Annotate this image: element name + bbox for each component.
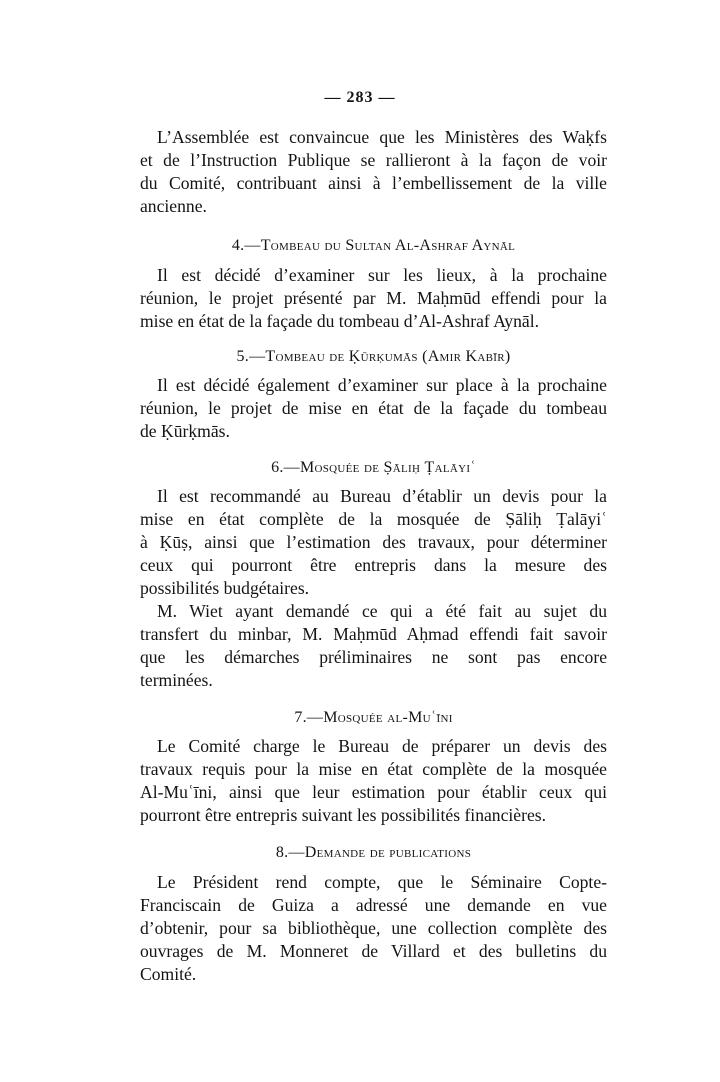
text-line: du Comité, contribuant ainsi à l’embellissement de la ville bbox=[140, 173, 607, 193]
text-line: réunion, le projet de mise en état de la façade du tombeau bbox=[140, 398, 607, 418]
text-line: Franciscain de Guiza a adressé une demande en vue bbox=[140, 895, 607, 915]
section-body bbox=[140, 735, 607, 827]
text-line: Al-Muʿīni, ainsi que leur estimation pour établir ceux qui bbox=[140, 782, 607, 802]
text-line: L’Assemblée est convaincue que les Ministères des Waḳfs bbox=[157, 127, 607, 147]
section-body bbox=[140, 264, 607, 333]
text-line: M. Wiet ayant demandé ce qui a été fait au sujet du bbox=[157, 601, 607, 621]
section-body bbox=[140, 485, 607, 692]
text-line: Le Président rend compte, que le Séminaire Copte- bbox=[157, 872, 607, 892]
section-heading: 8.—Demande de publications bbox=[275, 844, 472, 861]
paragraph bbox=[140, 126, 607, 218]
section-heading: 7.—Mosquée al-Muʿīni bbox=[294, 709, 453, 726]
page-number: — 283 — bbox=[324, 89, 396, 106]
text-line: travaux requis pour la mise en état complète de la mosquée bbox=[140, 759, 607, 779]
paragraph bbox=[140, 871, 607, 986]
section-heading: 5.—Tombeau de Ḳūrḳumās (Amir Kabīr) bbox=[236, 348, 511, 365]
paragraph bbox=[140, 374, 607, 443]
text-line: que les démarches préliminaires ne sont pas encore bbox=[140, 647, 607, 667]
paragraph bbox=[140, 735, 607, 827]
text-line: possibilités budgétaires. bbox=[140, 578, 310, 598]
paragraph bbox=[140, 600, 607, 692]
text-line: à Ḳūṣ, ainsi que l’estimation des travaux, pour déterminer bbox=[140, 532, 607, 552]
section-body bbox=[140, 374, 607, 443]
text-line: Il est décidé également d’examiner sur place à la prochaine bbox=[157, 375, 607, 395]
section-body bbox=[140, 871, 607, 986]
section-body bbox=[140, 126, 607, 218]
text-line: mise en état complète de la mosquée de Ṣāliḥ Ṭalāyiʿ bbox=[140, 509, 607, 529]
text-line: transfert du minbar, M. Maḥmūd Aḥmad effendi fait savoir bbox=[140, 624, 607, 644]
text-line: d’obtenir, pour sa bibliothèque, une collection complète des bbox=[140, 918, 607, 938]
text-line: réunion, le projet présenté par M. Maḥmūd effendi pour la bbox=[140, 288, 607, 308]
text-line: pourront être entrepris suivant les possibilités financières. bbox=[140, 805, 547, 825]
text-line: Comité. bbox=[140, 964, 197, 984]
paragraph bbox=[140, 264, 607, 333]
text-line: mise en état de la façade du tombeau d’Al-Ashraf Aynāl. bbox=[140, 311, 539, 331]
text-line: ancienne. bbox=[140, 196, 207, 216]
paragraph bbox=[140, 485, 607, 600]
section-heading: 6.—Mosquée de Ṣāliḥ Ṭalāyiʿ bbox=[271, 459, 476, 476]
text-line: Il est décidé d’examiner sur les lieux, à la prochaine bbox=[157, 265, 607, 285]
text-line: terminées. bbox=[140, 670, 213, 690]
text-line: ouvrages de M. Monneret de Villard et des bulletins du bbox=[140, 941, 607, 961]
text-line: Le Comité charge le Bureau de préparer un devis des bbox=[157, 736, 607, 756]
text-line: Il est recommandé au Bureau d’établir un devis pour la bbox=[157, 486, 607, 506]
text-line: et de l’Instruction Publique se rallieront à la façon de voir bbox=[140, 150, 607, 170]
text-line: de Ḳūrḳmās. bbox=[140, 421, 230, 441]
section-heading: 4.—Tombeau du Sultan Al-Ashraf Aynāl bbox=[231, 237, 516, 254]
text-line: ceux qui pourront être entrepris dans la mesure des bbox=[140, 555, 607, 575]
